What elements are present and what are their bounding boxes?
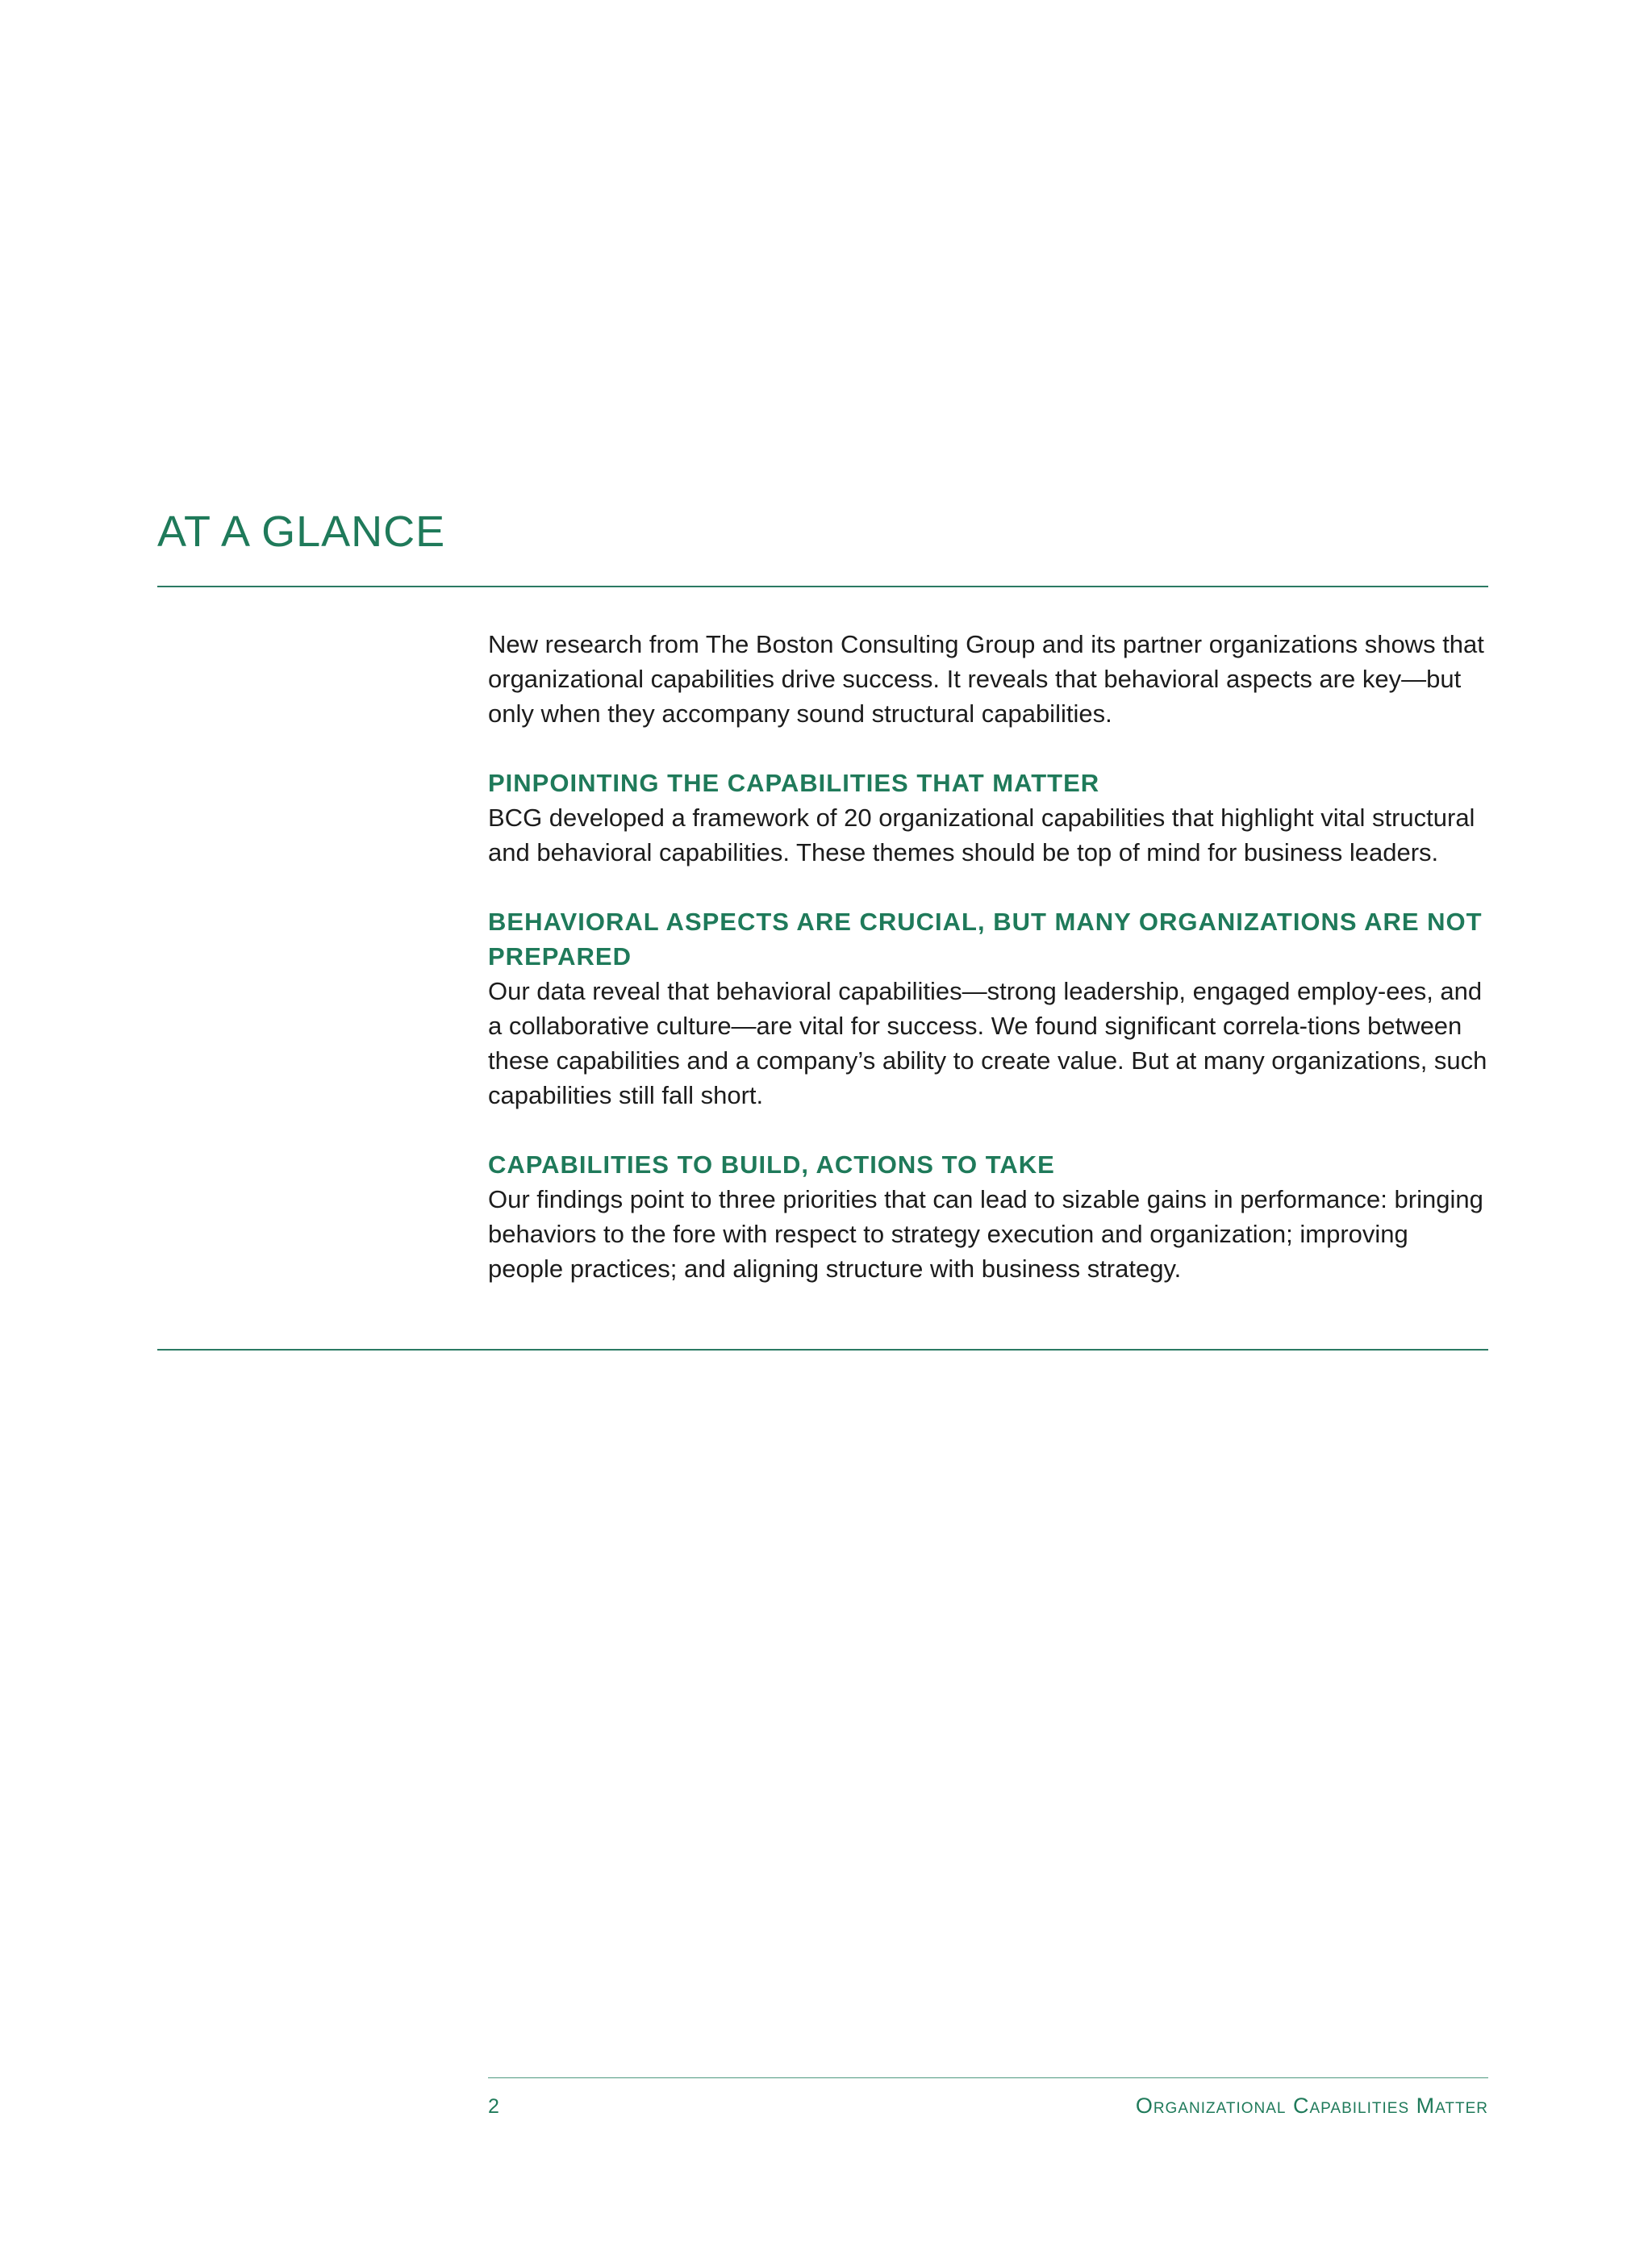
section-pinpointing bbox=[488, 766, 1488, 870]
section-body: Our data reveal that behavioral capabilities—strong leadership, engaged employ-ees, and a collaborative culture—are vital for success. We found significant correla-tions between these capabilities and a company’s ability to create value. But at many organizations, such capabilities still fall short. bbox=[488, 977, 1487, 1109]
section-heading: PINPOINTING THE CAPABILITIES THAT MATTER bbox=[488, 769, 1100, 797]
section-body: Our findings point to three priorities that can lead to sizable gains in performance: bringing behaviors to the fore with respect to strategy execution and organization; improving people practices; and aligning structure with business strategy. bbox=[488, 1185, 1483, 1283]
running-title: Organizational Capabilities Matter bbox=[1135, 2094, 1488, 2118]
bottom-divider bbox=[157, 1349, 1488, 1351]
section-behavioral bbox=[488, 904, 1488, 1113]
section-heading: BEHAVIORAL ASPECTS ARE CRUCIAL, BUT MANY ORGANIZATIONS ARE NOT PREPARED bbox=[488, 908, 1483, 971]
page-number: 2 bbox=[488, 2095, 499, 2118]
footer-divider bbox=[488, 2077, 1488, 2078]
intro-paragraph: New research from The Boston Consulting Group and its partner organizations shows that organizational capabilities drive success. It reveals that behavioral aspects are key—but only when they accompany sound structural capabilities. bbox=[488, 630, 1484, 728]
section-body: BCG developed a framework of 20 organizational capabilities that highlight vital structural and behavioral capabilities. These themes should be top of mind for business leaders. bbox=[488, 804, 1475, 866]
top-divider bbox=[157, 586, 1488, 587]
page-title: AT A GLANCE bbox=[157, 507, 446, 556]
summary-content bbox=[488, 627, 1488, 1286]
section-actions bbox=[488, 1147, 1488, 1286]
section-heading: CAPABILITIES TO BUILD, ACTIONS TO TAKE bbox=[488, 1150, 1055, 1179]
